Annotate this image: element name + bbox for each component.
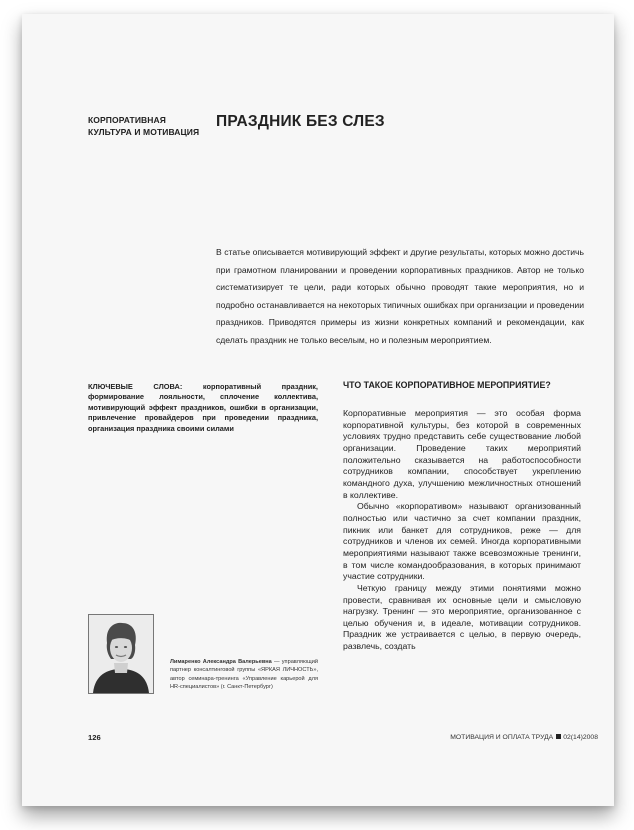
author-description: — управляющий партнер консалтинговой группы «ЯРКАЯ ЛИЧНОСТЬ», автор семинара-тренинга «Управление карьерой для HR-специалистов» (г. Санкт-Петербург) (170, 659, 318, 691)
article-lead (216, 244, 584, 349)
author-photo (88, 614, 154, 694)
issue-number: 02(14)2008 (563, 734, 598, 741)
body-paragraph: Обычно «корпоративом» называют организованный полностью или частично за счет компании праздник, пикник или банкет для сотрудников, реже — для сотрудников и членов их семей. Иногда корпоративными мероприятиями называют также всевозможные тренинги, в том числе командообразования, в которых принимают участие сотрудники. (343, 501, 581, 582)
body-paragraph: Четкую границу между этими понятиями можно провести, сравнивая их основные цели и смысловую нагрузку. Тренинг — это мероприятие, организованное с целью обучения и, в идеале, мотивации сотрудников. Праздник же устраивается с целью, в первую очередь, развлечь, создать (343, 582, 581, 652)
square-bullet-icon (556, 734, 561, 739)
section-label (88, 114, 218, 138)
article-title: ПРАЗДНИК БЕЗ СЛЕЗ (216, 113, 385, 130)
journal-name: МОТИВАЦИЯ И ОПЛАТА ТРУДА (450, 734, 554, 741)
lead-text: В статье описывается мотивирующий эффект и другие результаты, которых можно достичь при грамотном планировании и проведении корпоративных праздников. Автор не только систематизирует те цели, ради которых обычно проводят такие мероприятия, но и подробно останавливается на некоторых типичных ошибках при организации и проведении праздников. Приводятся примеры из жизни конкретных компаний и рекомендации, как сделать праздник не только веселым, но и полезным мероприятием. (216, 247, 584, 345)
keywords: КЛЮЧЕВЫЕ СЛОВА: корпоративный праздник, формирование лояльности, сплочение коллектива, мотивирующий эффект праздников, ошибки в организации, привлечение провайдеров при проведении праздника, организация праздника своими силами (88, 382, 318, 433)
section-label-line-1: КОРПОРАТИВНАЯ (88, 115, 166, 125)
author-name: Лимаренко Александра Валерьевна (170, 659, 272, 665)
section-heading: ЧТО ТАКОЕ КОРПОРАТИВНОЕ МЕРОПРИЯТИЕ? (343, 380, 551, 390)
page-number: 126 (88, 733, 101, 742)
author-portrait-image (89, 615, 153, 693)
body-paragraph: Корпоративные мероприятия — это особая форма корпоративной культуры, без которой в современных условиях трудно представить себе существование любой организации. Проведение таких мероприятий положительно сказывается на работоспособности сотрудников компании, способствует укреплению командного духа, улучшению межличностных отношений в коллективе. (343, 408, 581, 500)
body-column (343, 408, 581, 653)
author-info (170, 658, 318, 692)
running-footer (450, 734, 598, 741)
section-label-line-2: КУЛЬТУРА И МОТИВАЦИЯ (88, 127, 200, 137)
